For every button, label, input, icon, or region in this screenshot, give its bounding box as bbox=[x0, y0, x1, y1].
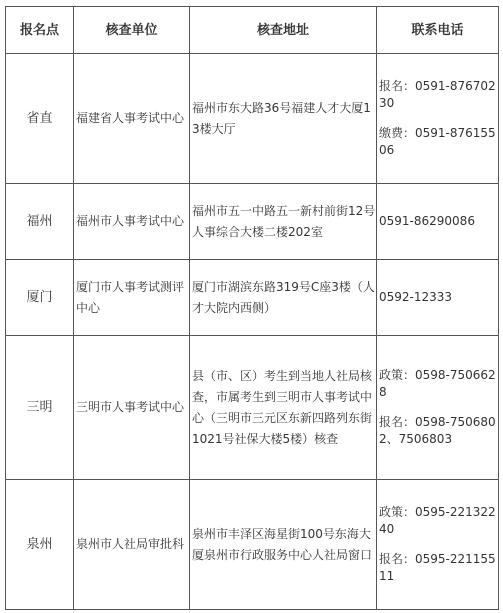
table-row bbox=[6, 260, 499, 336]
table-row bbox=[6, 480, 499, 610]
phone-line: 报名：0598-7506802、7506803 bbox=[379, 415, 496, 446]
phone-line: 缴费：0591-87615506 bbox=[379, 126, 496, 157]
phone-cell bbox=[377, 336, 499, 480]
phone-line: 报名：0591-87670230 bbox=[379, 79, 496, 110]
site-cell: 三明 bbox=[6, 336, 74, 480]
verification-sites-table bbox=[5, 6, 499, 610]
site-cell: 福州 bbox=[6, 184, 74, 260]
address-cell: 福州市东大路36号福建人才大厦13楼大厅 bbox=[190, 54, 377, 184]
table-row bbox=[6, 54, 499, 184]
unit-cell: 福州市人事考试中心 bbox=[74, 184, 190, 260]
address-cell: 县（市、区）考生到当地人社局核查，市属考生到三明市人事考试中心（三明市三元区东新四路列东街1021号社保大楼5楼）核查 bbox=[190, 336, 377, 480]
unit-cell: 福建省人事考试中心 bbox=[74, 54, 190, 184]
phone-cell bbox=[377, 184, 499, 260]
unit-cell: 泉州市人社局审批科 bbox=[74, 480, 190, 610]
address-cell: 泉州市丰泽区海星街100号东海大厦泉州市行政服务中心人社局窗口 bbox=[190, 480, 377, 610]
site-cell: 泉州 bbox=[6, 480, 74, 610]
address-cell: 福州市五一中路五一新村前街12号人事综合大楼二楼202室 bbox=[190, 184, 377, 260]
header-address: 核查地址 bbox=[190, 7, 377, 54]
table-row bbox=[6, 184, 499, 260]
phone-cell bbox=[377, 54, 499, 184]
site-cell: 省直 bbox=[6, 54, 74, 184]
phone-cell bbox=[377, 260, 499, 336]
address-cell: 厦门市湖滨东路319号C座3楼（人才大院内西侧） bbox=[190, 260, 377, 336]
phone-line: 报名：0595-22115511 bbox=[379, 552, 496, 583]
phone-line: 政策：0595-22132240 bbox=[379, 505, 496, 536]
phone-line: 政策：0598-7506628 bbox=[379, 368, 496, 399]
header-unit: 核查单位 bbox=[74, 7, 190, 54]
unit-cell: 厦门市人事考试测评中心 bbox=[74, 260, 190, 336]
header-phone: 联系电话 bbox=[377, 7, 499, 54]
table-header-row bbox=[6, 7, 499, 54]
phone-line: 0591-86290086 bbox=[379, 214, 475, 228]
phone-line: 0592-12333 bbox=[379, 290, 453, 304]
site-cell: 厦门 bbox=[6, 260, 74, 336]
table-row bbox=[6, 336, 499, 480]
unit-cell: 三明市人事考试中心 bbox=[74, 336, 190, 480]
phone-cell bbox=[377, 480, 499, 610]
header-site: 报名点 bbox=[6, 7, 74, 54]
